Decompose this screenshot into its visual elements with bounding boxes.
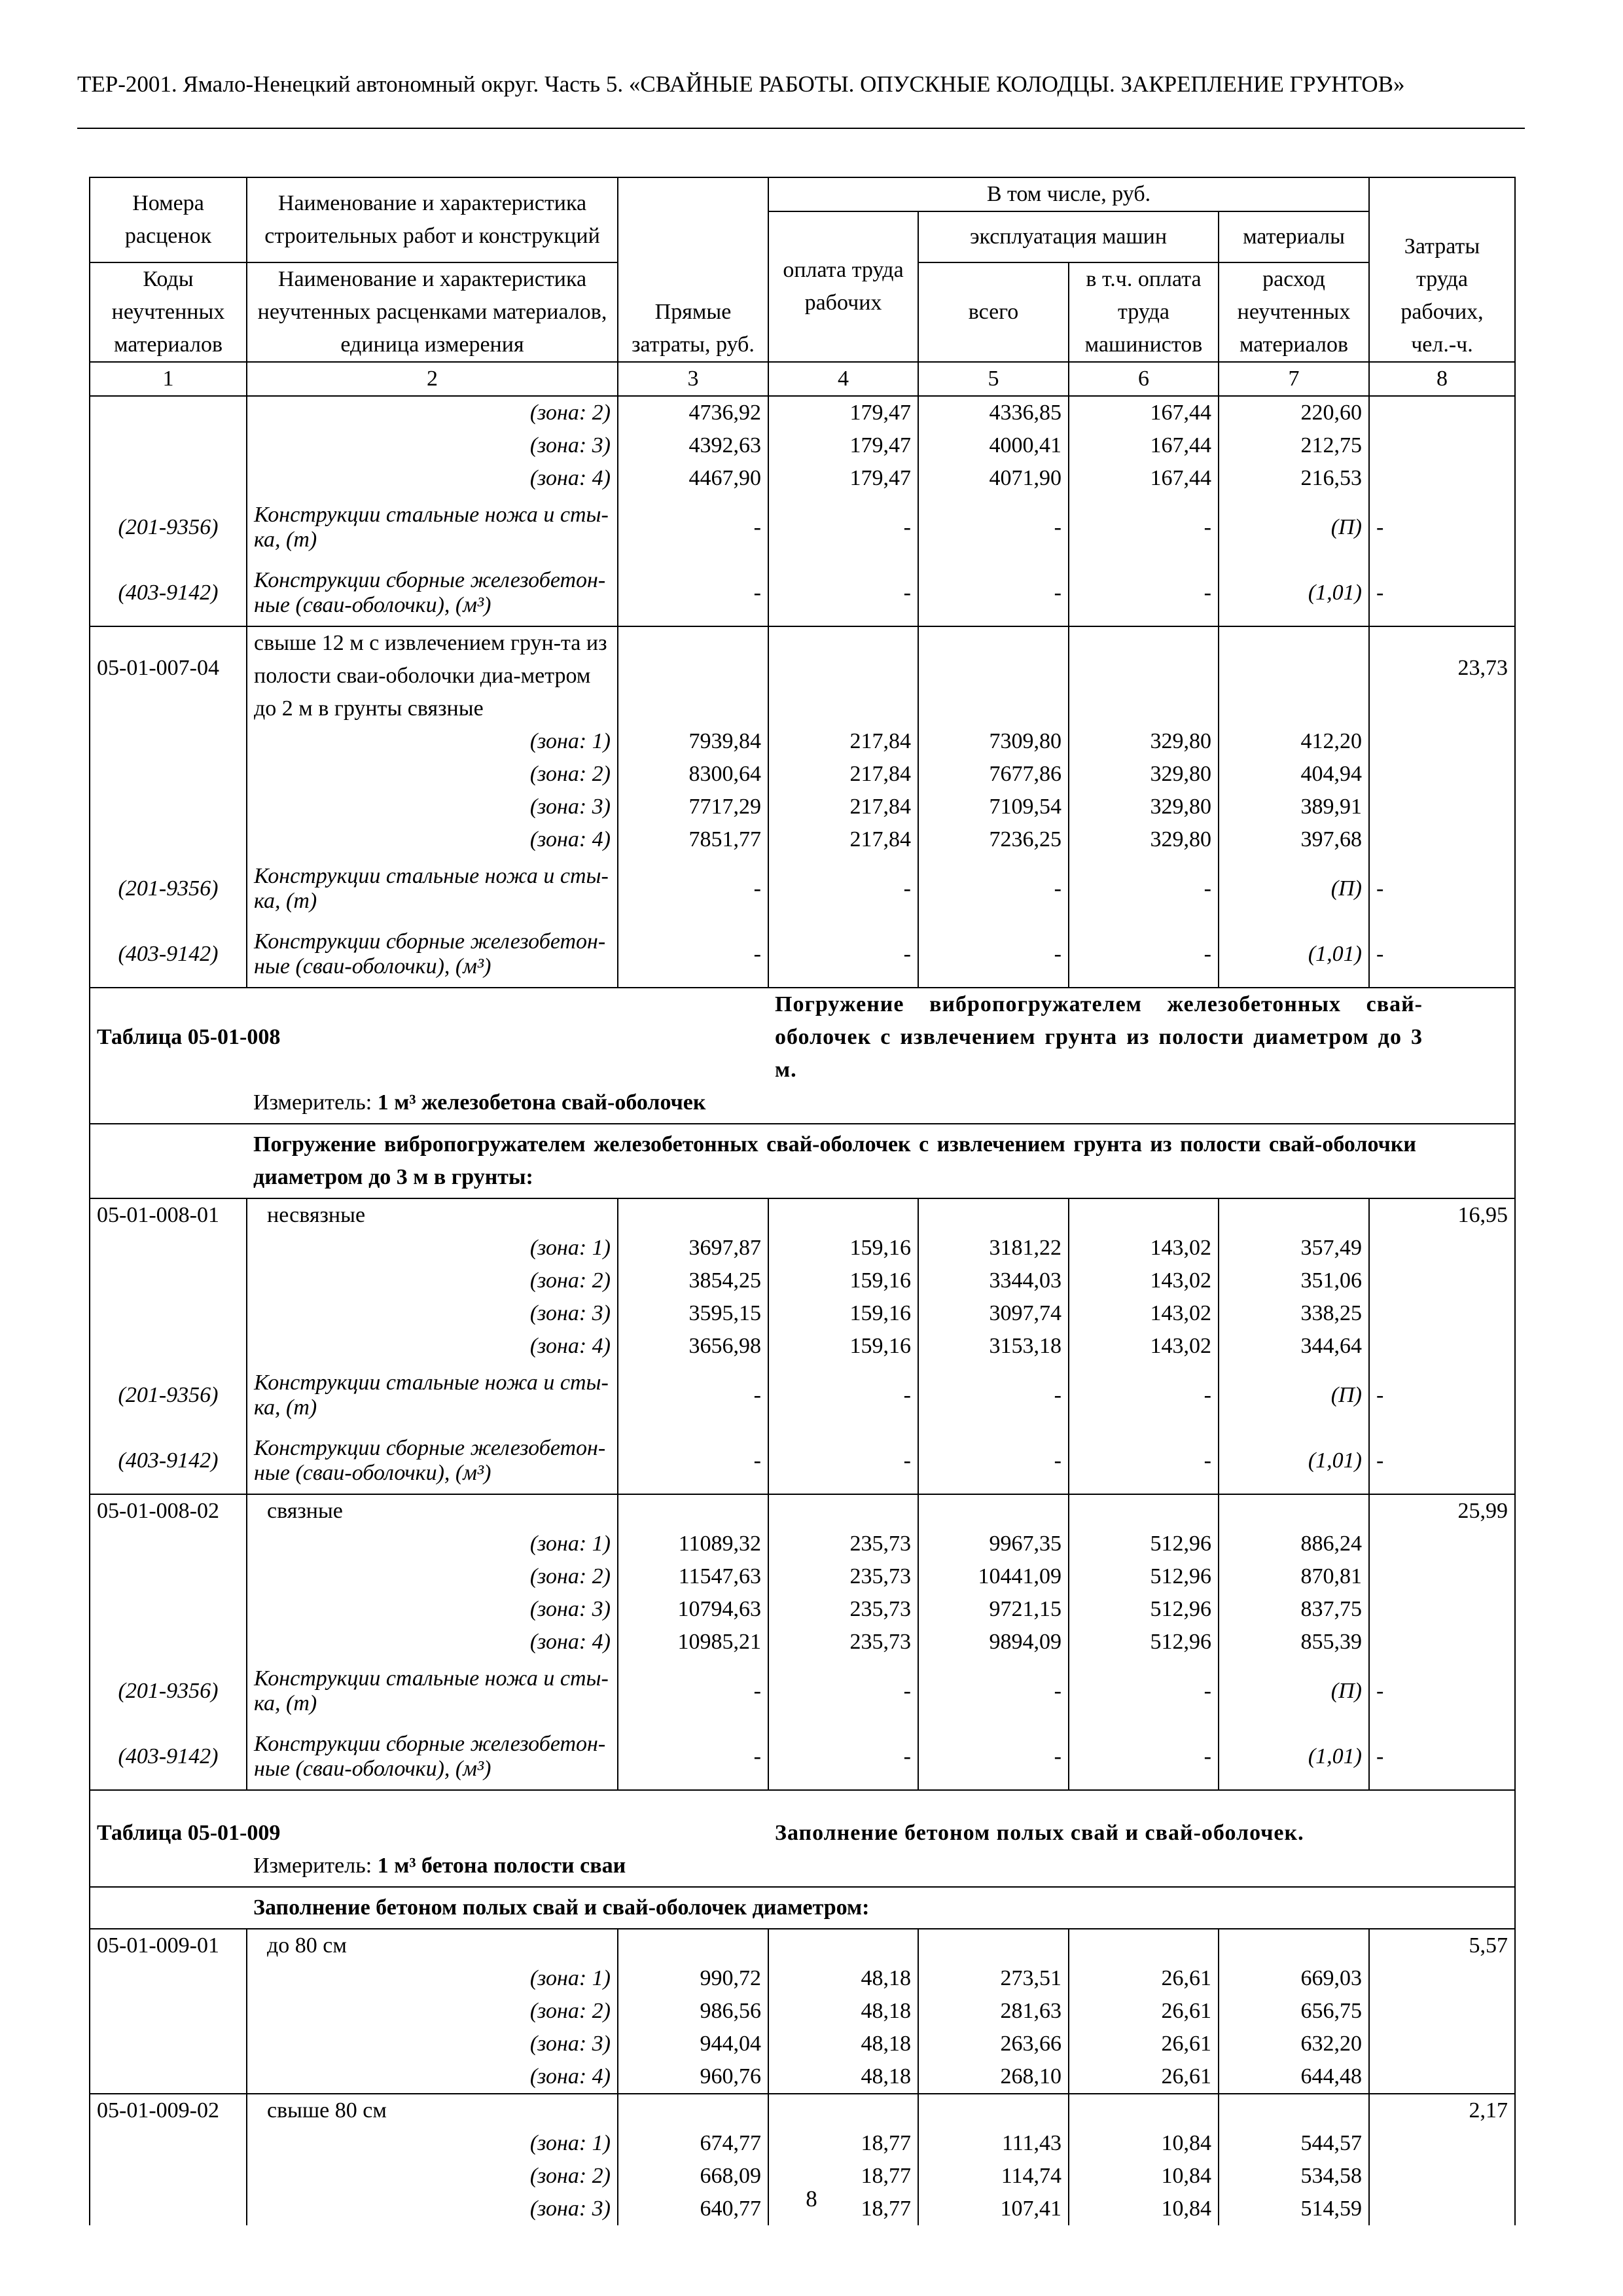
value-cell: 9967,35 bbox=[918, 1528, 1069, 1560]
value-cell: 220,60 bbox=[1219, 396, 1369, 429]
value-cell: 960,76 bbox=[618, 2060, 768, 2094]
value-cell: 4071,90 bbox=[918, 462, 1069, 495]
measure-row bbox=[90, 1086, 1515, 1124]
measure-line bbox=[247, 1086, 1515, 1124]
zone-row bbox=[90, 1593, 1515, 1626]
zone-label: (зона: 2) bbox=[247, 1560, 618, 1593]
labor-costs: 25,99 bbox=[1369, 1494, 1515, 1528]
dash: - bbox=[918, 560, 1069, 626]
zone-label: (зона: 1) bbox=[247, 2127, 618, 2160]
resource-row bbox=[90, 1428, 1515, 1494]
dash: - bbox=[1069, 922, 1219, 988]
zone-label: (зона: 2) bbox=[247, 758, 618, 791]
resource-name: Конструкции стальные ножа и сты-ка, (т) bbox=[247, 1363, 618, 1428]
resource-usage: (П) bbox=[1219, 856, 1369, 922]
dash: - bbox=[768, 1659, 918, 1724]
value-cell: 668,09 bbox=[618, 2160, 768, 2193]
col-number: 3 bbox=[618, 362, 768, 396]
table-title-row bbox=[90, 988, 1515, 1086]
value-cell: 179,47 bbox=[768, 429, 918, 462]
zone-label: (зона: 4) bbox=[247, 1330, 618, 1363]
dash: - bbox=[1069, 1363, 1219, 1428]
value-cell: 3181,22 bbox=[918, 1232, 1069, 1265]
col-header-materials: материалы bbox=[1219, 211, 1369, 262]
resource-usage: (П) bbox=[1219, 1363, 1369, 1428]
value-cell: 886,24 bbox=[1219, 1528, 1369, 1560]
value-cell: 212,75 bbox=[1219, 429, 1369, 462]
value-cell: 656,75 bbox=[1219, 1995, 1369, 2028]
dash: - bbox=[618, 922, 768, 988]
value-cell: 4336,85 bbox=[918, 396, 1069, 429]
zone-label: (зона: 4) bbox=[247, 1626, 618, 1659]
resource-usage: (1,01) bbox=[1219, 1428, 1369, 1494]
dash: - bbox=[918, 1428, 1069, 1494]
value-cell: 48,18 bbox=[768, 1962, 918, 1995]
value-cell: 143,02 bbox=[1069, 1330, 1219, 1363]
labor-costs: 5,57 bbox=[1369, 1929, 1515, 1962]
value-cell: 217,84 bbox=[768, 791, 918, 823]
zone-row bbox=[90, 823, 1515, 856]
value-cell: 397,68 bbox=[1219, 823, 1369, 856]
dash: - bbox=[618, 1659, 768, 1724]
dash: - bbox=[918, 922, 1069, 988]
resource-usage: (1,01) bbox=[1219, 922, 1369, 988]
value-cell: 544,57 bbox=[1219, 2127, 1369, 2160]
resource-code: (201-9356) bbox=[90, 1659, 247, 1724]
rate-code: 05-01-009-02 bbox=[90, 2094, 247, 2127]
value-cell: 10794,63 bbox=[618, 1593, 768, 1626]
value-cell: 3697,87 bbox=[618, 1232, 768, 1265]
zone-row bbox=[90, 462, 1515, 495]
zone-label: (зона: 2) bbox=[247, 1265, 618, 1297]
dash: - bbox=[918, 1724, 1069, 1790]
zone-row bbox=[90, 725, 1515, 758]
dash: - bbox=[1069, 1428, 1219, 1494]
value-cell: 167,44 bbox=[1069, 462, 1219, 495]
value-cell: 159,16 bbox=[768, 1265, 918, 1297]
value-cell: 329,80 bbox=[1069, 758, 1219, 791]
value-cell: 7851,77 bbox=[618, 823, 768, 856]
resource-row bbox=[90, 922, 1515, 988]
col-number: 6 bbox=[1069, 362, 1219, 396]
zone-row bbox=[90, 1528, 1515, 1560]
dash: - bbox=[1369, 1363, 1515, 1428]
labor-costs: 16,95 bbox=[1369, 1198, 1515, 1232]
dash: - bbox=[768, 922, 918, 988]
value-cell: 26,61 bbox=[1069, 1962, 1219, 1995]
table-title: Таблица 05-01-009 bbox=[90, 1790, 768, 1850]
dash: - bbox=[768, 560, 918, 626]
value-cell: 143,02 bbox=[1069, 1265, 1219, 1297]
value-cell: 268,10 bbox=[918, 2060, 1069, 2094]
col-header-unaccounted-names: Наименование и характеристика неучтенных расценками материалов, единица измерения bbox=[247, 262, 618, 362]
value-cell: 143,02 bbox=[1069, 1232, 1219, 1265]
resource-code: (201-9356) bbox=[90, 495, 247, 560]
zone-label: (зона: 3) bbox=[247, 1297, 618, 1330]
value-cell: 10985,21 bbox=[618, 1626, 768, 1659]
value-cell: 159,16 bbox=[768, 1330, 918, 1363]
measure-unit: 1 м³ бетона полости сваи bbox=[377, 1854, 626, 1878]
resource-name: Конструкции сборные железобетон-ные (сваи-оболочки), (м³) bbox=[247, 922, 618, 988]
zone-row bbox=[90, 2028, 1515, 2060]
value-cell: 3153,18 bbox=[918, 1330, 1069, 1363]
value-cell: 217,84 bbox=[768, 823, 918, 856]
col-header-machinist-pay: в т.ч. оплата труда машинистов bbox=[1069, 262, 1219, 362]
col-header-machines: эксплуатация машин bbox=[918, 211, 1219, 262]
labor-costs: 23,73 bbox=[1369, 626, 1515, 725]
zone-row bbox=[90, 791, 1515, 823]
value-cell: 179,47 bbox=[768, 462, 918, 495]
subheading: Заполнение бетоном полых свай и свай-оболочек диаметром: bbox=[247, 1887, 1515, 1929]
dash: - bbox=[1069, 560, 1219, 626]
table-caption: Погружение вибропогружателем железобетонных свай-оболочек с извлечением грунта из полости диаметром до 3 м. bbox=[768, 988, 1515, 1086]
value-cell: 7236,25 bbox=[918, 823, 1069, 856]
value-cell: 4736,92 bbox=[618, 396, 768, 429]
zone-row bbox=[90, 1330, 1515, 1363]
zone-label: (зона: 3) bbox=[247, 1593, 618, 1626]
value-cell: 512,96 bbox=[1069, 1593, 1219, 1626]
header-rule bbox=[77, 128, 1525, 129]
dash: - bbox=[768, 1428, 918, 1494]
value-cell: 11089,32 bbox=[618, 1528, 768, 1560]
value-cell: 344,64 bbox=[1219, 1330, 1369, 1363]
value-cell: 351,06 bbox=[1219, 1265, 1369, 1297]
zone-label: (зона: 3) bbox=[247, 2193, 618, 2225]
dash: - bbox=[768, 856, 918, 922]
col-number: 5 bbox=[918, 362, 1069, 396]
resource-code: (403-9142) bbox=[90, 1428, 247, 1494]
table-title-row bbox=[90, 1790, 1515, 1850]
rate-row bbox=[90, 1198, 1515, 1232]
col-header-machines-total: всего bbox=[918, 262, 1069, 362]
resource-name: Конструкции стальные ножа и сты-ка, (т) bbox=[247, 856, 618, 922]
resource-name: Конструкции сборные железобетон-ные (сваи-оболочки), (м³) bbox=[247, 1428, 618, 1494]
price-table bbox=[89, 177, 1516, 2225]
rate-description: несвязные bbox=[247, 1198, 618, 1232]
dash: - bbox=[618, 495, 768, 560]
value-cell: 114,74 bbox=[918, 2160, 1069, 2193]
zone-row bbox=[90, 2060, 1515, 2094]
value-cell: 412,20 bbox=[1219, 725, 1369, 758]
value-cell: 674,77 bbox=[618, 2127, 768, 2160]
dash: - bbox=[768, 1724, 918, 1790]
value-cell: 8300,64 bbox=[618, 758, 768, 791]
dash: - bbox=[618, 560, 768, 626]
subheading-row bbox=[90, 1124, 1515, 1198]
rate-description: связные bbox=[247, 1494, 618, 1528]
value-cell: 4467,90 bbox=[618, 462, 768, 495]
zone-label: (зона: 1) bbox=[247, 1962, 618, 1995]
value-cell: 26,61 bbox=[1069, 1995, 1219, 2028]
value-cell: 10,84 bbox=[1069, 2193, 1219, 2225]
value-cell: 329,80 bbox=[1069, 823, 1219, 856]
measure-prefix: Измеритель: bbox=[253, 1090, 378, 1115]
value-cell: 3595,15 bbox=[618, 1297, 768, 1330]
value-cell: 235,73 bbox=[768, 1560, 918, 1593]
dash: - bbox=[1069, 1724, 1219, 1790]
rate-row bbox=[90, 626, 1515, 725]
value-cell: 167,44 bbox=[1069, 429, 1219, 462]
rate-code: 05-01-009-01 bbox=[90, 1929, 247, 1962]
measure-row bbox=[90, 1850, 1515, 1887]
dash: - bbox=[618, 1724, 768, 1790]
value-cell: 10,84 bbox=[1069, 2160, 1219, 2193]
dash: - bbox=[1369, 495, 1515, 560]
value-cell: 107,41 bbox=[918, 2193, 1069, 2225]
value-cell: 512,96 bbox=[1069, 1626, 1219, 1659]
measure-prefix: Измеритель: bbox=[253, 1854, 378, 1878]
resource-name: Конструкции сборные железобетон-ные (сваи-оболочки), (м³) bbox=[247, 560, 618, 626]
value-cell: 986,56 bbox=[618, 1995, 768, 2028]
resource-usage: (П) bbox=[1219, 495, 1369, 560]
zone-label: (зона: 4) bbox=[247, 462, 618, 495]
value-cell: 48,18 bbox=[768, 2028, 918, 2060]
zone-row bbox=[90, 1232, 1515, 1265]
resource-row bbox=[90, 1363, 1515, 1428]
resource-row bbox=[90, 1659, 1515, 1724]
zone-label: (зона: 3) bbox=[247, 429, 618, 462]
value-cell: 632,20 bbox=[1219, 2028, 1369, 2060]
document-header: ТЕР-2001. Ямало-Ненецкий автономный округ. Часть 5. «СВАЙНЫЕ РАБОТЫ. ОПУСКНЫЕ КОЛОДЦЫ. ЗАКРЕПЛЕНИЕ ГРУНТОВ» bbox=[77, 71, 1405, 97]
rate-row bbox=[90, 2094, 1515, 2127]
zone-label: (зона: 2) bbox=[247, 2160, 618, 2193]
dash: - bbox=[1069, 495, 1219, 560]
value-cell: 329,80 bbox=[1069, 725, 1219, 758]
col-header-unaccounted-usage: расход неучтенных материалов bbox=[1219, 262, 1369, 362]
dash: - bbox=[1369, 1428, 1515, 1494]
value-cell: 9894,09 bbox=[918, 1626, 1069, 1659]
table-title: Таблица 05-01-008 bbox=[90, 988, 768, 1086]
zone-label: (зона: 1) bbox=[247, 725, 618, 758]
zone-row bbox=[90, 1962, 1515, 1995]
resource-row bbox=[90, 1724, 1515, 1790]
value-cell: 216,53 bbox=[1219, 462, 1369, 495]
table-caption: Заполнение бетоном полых свай и свай-оболочек. bbox=[768, 1790, 1515, 1850]
zone-label: (зона: 2) bbox=[247, 1995, 618, 2028]
value-cell: 514,59 bbox=[1219, 2193, 1369, 2225]
rate-description: до 80 см bbox=[247, 1929, 618, 1962]
rate-description: свыше 80 см bbox=[247, 2094, 618, 2127]
value-cell: 404,94 bbox=[1219, 758, 1369, 791]
value-cell: 143,02 bbox=[1069, 1297, 1219, 1330]
dash: - bbox=[918, 856, 1069, 922]
resource-row bbox=[90, 856, 1515, 922]
zone-label: (зона: 3) bbox=[247, 791, 618, 823]
value-cell: 644,48 bbox=[1219, 2060, 1369, 2094]
page-number: 8 bbox=[806, 2186, 817, 2212]
value-cell: 48,18 bbox=[768, 1995, 918, 2028]
value-cell: 48,18 bbox=[768, 2060, 918, 2094]
value-cell: 990,72 bbox=[618, 1962, 768, 1995]
value-cell: 640,77 bbox=[618, 2193, 768, 2225]
measure-line bbox=[247, 1850, 1515, 1887]
subheading-row bbox=[90, 1887, 1515, 1929]
resource-code: (403-9142) bbox=[90, 922, 247, 988]
col-header-labor-costs: Затраты труда рабочих, чел.-ч. bbox=[1369, 177, 1515, 362]
value-cell: 870,81 bbox=[1219, 1560, 1369, 1593]
value-cell: 11547,63 bbox=[618, 1560, 768, 1593]
subheading: Погружение вибропогружателем железобетонных свай-оболочек с извлечением грунта из полости свай-оболочки диаметром до 3 м в грунты: bbox=[247, 1124, 1515, 1198]
value-cell: 3854,25 bbox=[618, 1265, 768, 1297]
value-cell: 263,66 bbox=[918, 2028, 1069, 2060]
value-cell: 217,84 bbox=[768, 758, 918, 791]
zone-label: (зона: 2) bbox=[247, 396, 618, 429]
rate-row bbox=[90, 1929, 1515, 1962]
dash: - bbox=[1369, 1659, 1515, 1724]
dash: - bbox=[768, 495, 918, 560]
resource-code: (201-9356) bbox=[90, 1363, 247, 1428]
value-cell: 3097,74 bbox=[918, 1297, 1069, 1330]
dash: - bbox=[618, 1363, 768, 1428]
col-header-labor-pay: оплата труда рабочих bbox=[768, 211, 918, 362]
zone-label: (зона: 1) bbox=[247, 1528, 618, 1560]
col-number: 4 bbox=[768, 362, 918, 396]
value-cell: 855,39 bbox=[1219, 1626, 1369, 1659]
resource-name: Конструкции стальные ножа и сты-ка, (т) bbox=[247, 495, 618, 560]
dash: - bbox=[1369, 560, 1515, 626]
dash: - bbox=[918, 1659, 1069, 1724]
dash: - bbox=[618, 1428, 768, 1494]
value-cell: 7717,29 bbox=[618, 791, 768, 823]
dash: - bbox=[618, 856, 768, 922]
value-cell: 357,49 bbox=[1219, 1232, 1369, 1265]
resource-name: Конструкции сборные железобетон-ные (сваи-оболочки), (м³) bbox=[247, 1724, 618, 1790]
col-number: 8 bbox=[1369, 362, 1515, 396]
col-header-including: В том числе, руб. bbox=[768, 177, 1369, 211]
resource-code: (403-9142) bbox=[90, 1724, 247, 1790]
resource-code: (403-9142) bbox=[90, 560, 247, 626]
zone-row bbox=[90, 758, 1515, 791]
zone-row bbox=[90, 1265, 1515, 1297]
dash: - bbox=[1369, 856, 1515, 922]
value-cell: 7309,80 bbox=[918, 725, 1069, 758]
resource-code: (201-9356) bbox=[90, 856, 247, 922]
resource-usage: (1,01) bbox=[1219, 1724, 1369, 1790]
value-cell: 159,16 bbox=[768, 1232, 918, 1265]
resource-row bbox=[90, 495, 1515, 560]
value-cell: 18,77 bbox=[768, 2160, 918, 2193]
value-cell: 4392,63 bbox=[618, 429, 768, 462]
value-cell: 7109,54 bbox=[918, 791, 1069, 823]
resource-row bbox=[90, 560, 1515, 626]
col-header-unaccounted-codes: Коды неучтенных материалов bbox=[90, 262, 247, 362]
value-cell: 26,61 bbox=[1069, 2028, 1219, 2060]
zone-label: (зона: 4) bbox=[247, 2060, 618, 2094]
value-cell: 338,25 bbox=[1219, 1297, 1369, 1330]
dash: - bbox=[1369, 922, 1515, 988]
value-cell: 26,61 bbox=[1069, 2060, 1219, 2094]
zone-label: (зона: 3) bbox=[247, 2028, 618, 2060]
resource-usage: (П) bbox=[1219, 1659, 1369, 1724]
value-cell: 10,84 bbox=[1069, 2127, 1219, 2160]
dash: - bbox=[1069, 1659, 1219, 1724]
value-cell: 235,73 bbox=[768, 1626, 918, 1659]
zone-label: (зона: 4) bbox=[247, 823, 618, 856]
value-cell: 7677,86 bbox=[918, 758, 1069, 791]
col-number: 7 bbox=[1219, 362, 1369, 396]
zone-row bbox=[90, 1626, 1515, 1659]
value-cell: 281,63 bbox=[918, 1995, 1069, 2028]
value-cell: 111,43 bbox=[918, 2127, 1069, 2160]
col-number: 1 bbox=[90, 362, 247, 396]
value-cell: 512,96 bbox=[1069, 1528, 1219, 1560]
rate-row bbox=[90, 1494, 1515, 1528]
value-cell: 159,16 bbox=[768, 1297, 918, 1330]
zone-row bbox=[90, 1560, 1515, 1593]
dash: - bbox=[768, 1363, 918, 1428]
zone-label: (зона: 1) bbox=[247, 1232, 618, 1265]
dash: - bbox=[918, 495, 1069, 560]
value-cell: 235,73 bbox=[768, 1528, 918, 1560]
value-cell: 179,47 bbox=[768, 396, 918, 429]
value-cell: 329,80 bbox=[1069, 791, 1219, 823]
value-cell: 389,91 bbox=[1219, 791, 1369, 823]
value-cell: 3656,98 bbox=[618, 1330, 768, 1363]
col-header-work-name: Наименование и характеристика строительных работ и конструкций bbox=[247, 177, 618, 262]
col-header-direct-costs: Прямые затраты, руб. bbox=[618, 177, 768, 362]
value-cell: 217,84 bbox=[768, 725, 918, 758]
labor-costs: 2,17 bbox=[1369, 2094, 1515, 2127]
dash: - bbox=[918, 1363, 1069, 1428]
zone-row bbox=[90, 1297, 1515, 1330]
zone-row bbox=[90, 429, 1515, 462]
value-cell: 669,03 bbox=[1219, 1962, 1369, 1995]
zone-row bbox=[90, 1995, 1515, 2028]
zone-row bbox=[90, 2127, 1515, 2160]
value-cell: 18,77 bbox=[768, 2193, 918, 2225]
zone-row bbox=[90, 396, 1515, 429]
value-cell: 18,77 bbox=[768, 2127, 918, 2160]
dash: - bbox=[1069, 856, 1219, 922]
value-cell: 273,51 bbox=[918, 1962, 1069, 1995]
rate-code: 05-01-008-01 bbox=[90, 1198, 247, 1232]
resource-usage: (1,01) bbox=[1219, 560, 1369, 626]
dash: - bbox=[1369, 1724, 1515, 1790]
value-cell: 10441,09 bbox=[918, 1560, 1069, 1593]
value-cell: 9721,15 bbox=[918, 1593, 1069, 1626]
value-cell: 7939,84 bbox=[618, 725, 768, 758]
rate-code: 05-01-007-04 bbox=[90, 626, 247, 725]
resource-name: Конструкции стальные ножа и сты-ка, (т) bbox=[247, 1659, 618, 1724]
measure-unit: 1 м³ железобетона свай-оболочек bbox=[377, 1090, 706, 1115]
value-cell: 944,04 bbox=[618, 2028, 768, 2060]
col-header-rate-numbers: Номера расценок bbox=[90, 177, 247, 262]
value-cell: 534,58 bbox=[1219, 2160, 1369, 2193]
rate-description: свыше 12 м с извлечением грун-та из полости сваи-оболочки диа-метром до 2 м в грунты связные bbox=[247, 626, 618, 725]
value-cell: 235,73 bbox=[768, 1593, 918, 1626]
value-cell: 512,96 bbox=[1069, 1560, 1219, 1593]
rate-code: 05-01-008-02 bbox=[90, 1494, 247, 1528]
value-cell: 4000,41 bbox=[918, 429, 1069, 462]
value-cell: 837,75 bbox=[1219, 1593, 1369, 1626]
col-number: 2 bbox=[247, 362, 618, 396]
value-cell: 167,44 bbox=[1069, 396, 1219, 429]
value-cell: 3344,03 bbox=[918, 1265, 1069, 1297]
